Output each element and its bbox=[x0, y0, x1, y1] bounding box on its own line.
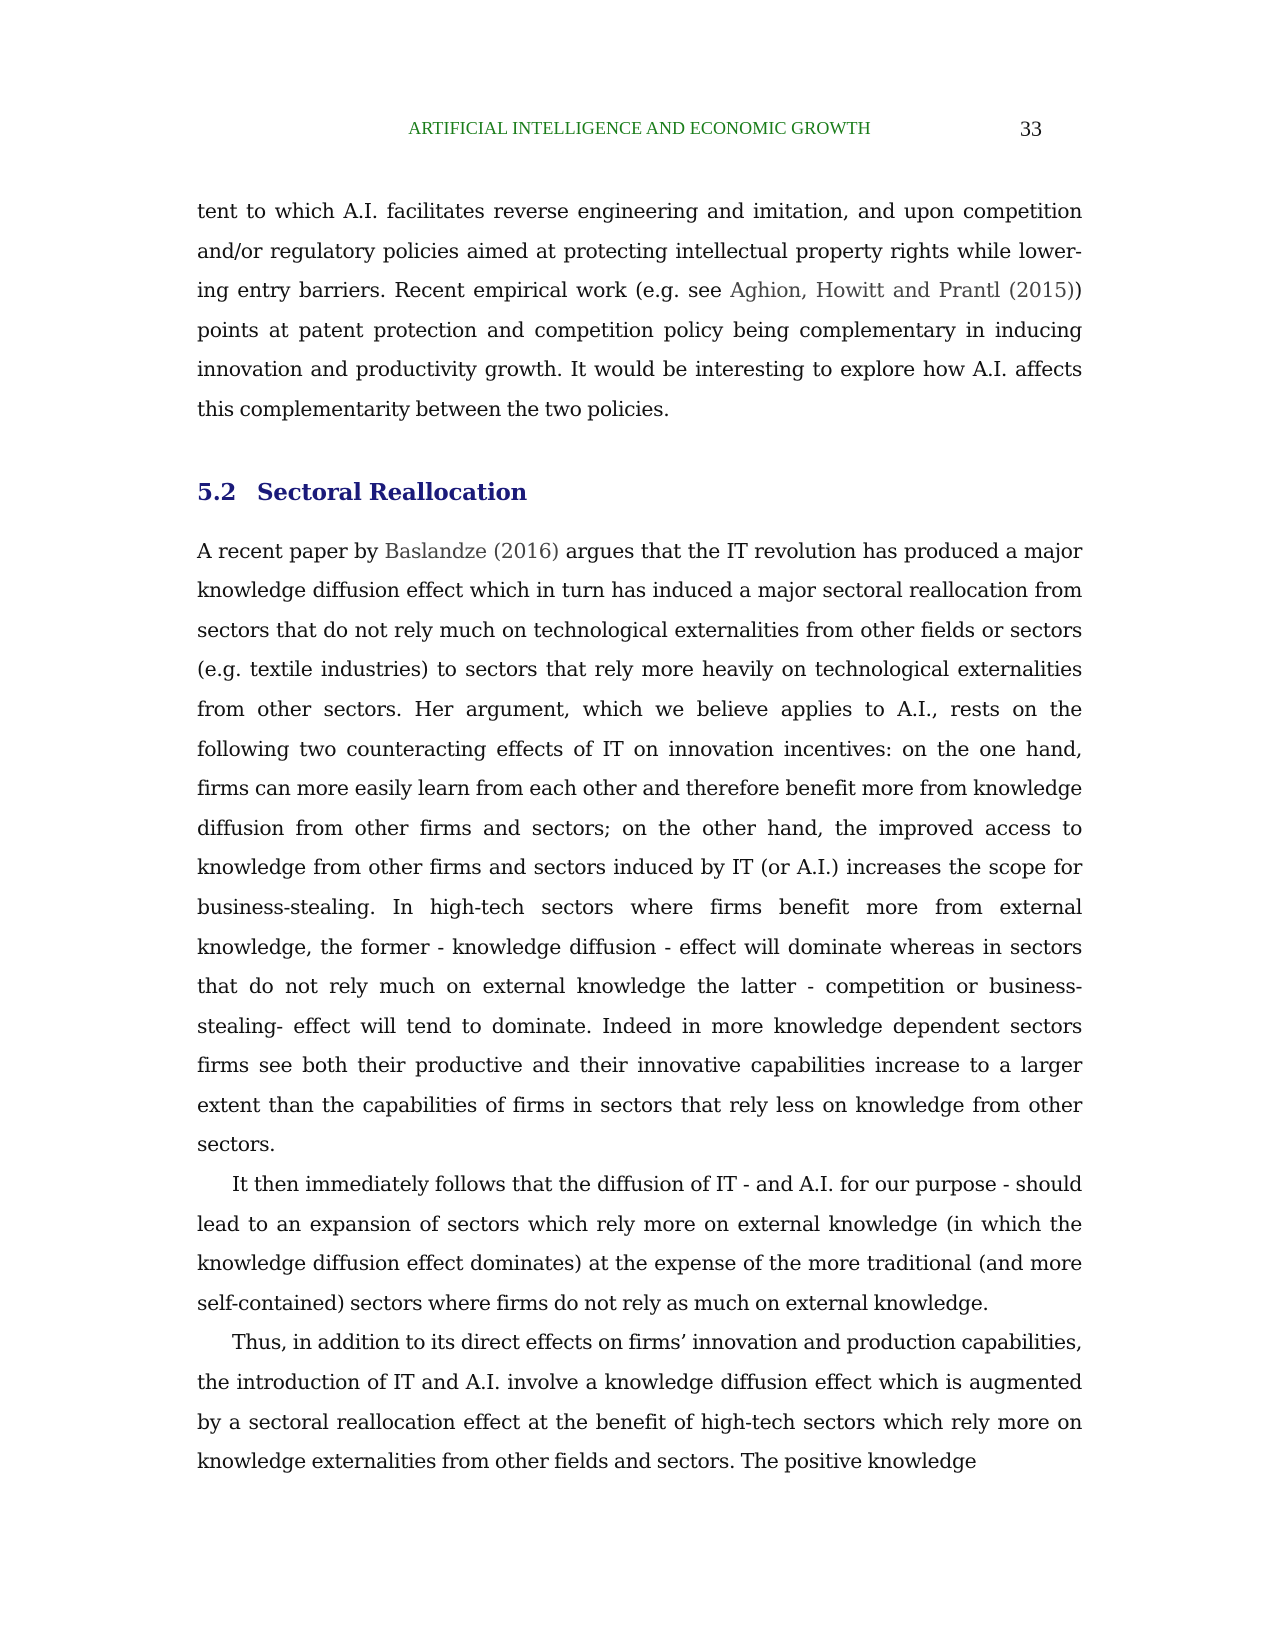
running-title: ARTIFICIAL INTELLIGENCE AND ECONOMIC GROWTH bbox=[408, 118, 871, 138]
paragraph-3: It then immediately follows that the diffusion of IT - and A.I. for our purpose - should lead to an expansion of sectors which rely more on external knowledge (in which the knowledge diffusion effect dominates) at the expense of the more traditional (and more self-contained) sectors where firms do not rely as much on external knowledge. bbox=[197, 1172, 1082, 1315]
paragraph-2-text-a: A recent paper by bbox=[197, 538, 385, 563]
paragraph-1 bbox=[197, 192, 1082, 430]
citation-aghion-howitt-prantl[interactable]: Aghion, Howitt and Prantl (2015) bbox=[730, 278, 1075, 303]
paragraph-1-text-b: ) points at patent protection and competition policy being complementary in inducing innovation and productivity growth. It would be interesting to explore how A.I. affects this complementarity between the two policies. bbox=[197, 278, 1082, 421]
paragraph-2 bbox=[197, 532, 1082, 1166]
paragraph-2-text-b: argues that the IT revolution has produced a major knowledge diffusion effect which in turn has induced a major sectoral reallocation from sectors that do not rely much on technological externalities from other fields or sectors (e.g. textile industries) to sectors that rely more heavily on technological externalities from other sectors. Her argument, which we believe applies to A.I., rests on the following two counteracting effects of IT on innovation incentives: on the one hand, firms can more easily learn from each other and therefore benefit more from knowledge diffusion from other firms and sectors; on the other hand, the improved access to knowledge from other firms and sectors induced by IT (or A.I.) increases the scope for business-stealing. In high-tech sectors where firms benefit more from external knowledge, the former - knowledge diffusion - effect will dominate whereas in sectors that do not rely much on external knowledge the latter - competition or business-stealing- effect will tend to dominate. Indeed in more knowledge dependent sectors firms see both their productive and their innovative capabilities increase to a larger extent than the capabilities of firms in sectors that rely less on knowledge from other sectors. bbox=[197, 538, 1082, 1157]
citation-baslandze[interactable]: Baslandze (2016) bbox=[384, 538, 559, 563]
section-heading bbox=[197, 478, 1082, 508]
body-text bbox=[197, 192, 1082, 1482]
section-title: Sectoral Reallocation bbox=[257, 478, 527, 506]
paragraph-4: Thus, in addition to its direct effects on firms’ innovation and production capabilities, the introduction of IT and A.I. involve a knowledge diffusion effect which is augmented by a sectoral reallocation effect at the benefit of high-tech sectors which rely more on knowledge externalities from other fields and sectors. The positive knowledge bbox=[197, 1330, 1082, 1474]
running-header bbox=[197, 116, 1082, 146]
paragraph-1-text-a: tent to which A.I. facilitates reverse engineering and imitation, and upon competition and/or regulatory policies aimed at protecting intellectual property rights while lowering entry barriers. Recent empirical work (e.g. see bbox=[197, 199, 1082, 303]
page-number: 33 bbox=[1020, 116, 1042, 141]
section-number: 5.2 bbox=[197, 478, 237, 506]
